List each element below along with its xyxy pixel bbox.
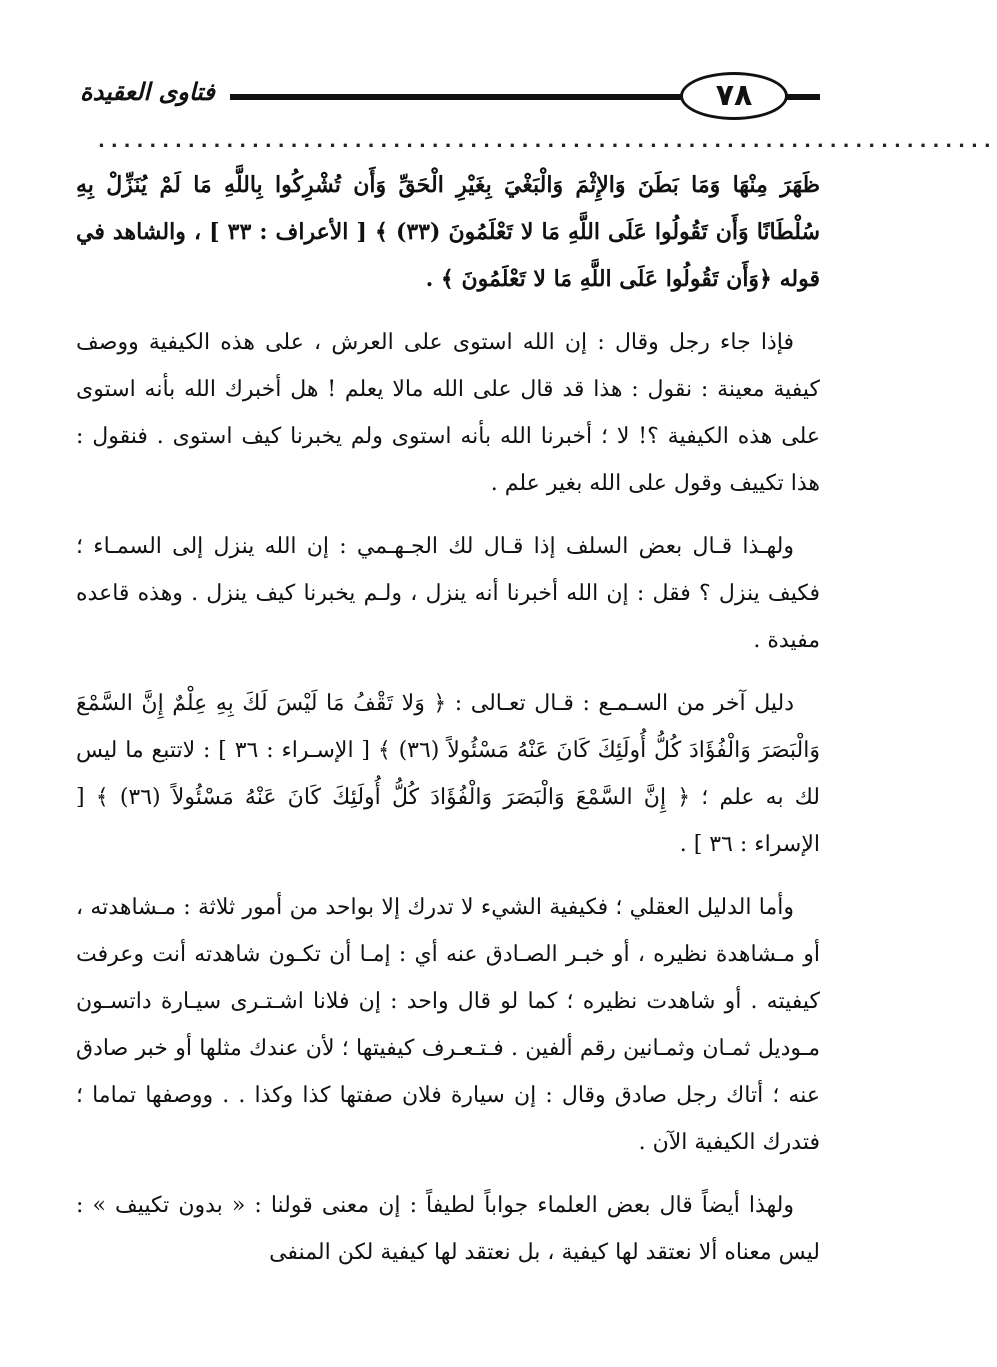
- page-header: [80, 70, 820, 126]
- book-title: فتاوى العقيدة: [80, 78, 215, 106]
- page-number: ٧٨: [680, 72, 788, 120]
- dotted-separator: ......................................................................: [98, 131, 997, 152]
- paragraph-istiwa: فإذا جاء رجل وقال : إن الله استوى على العرش ، على هذه الكيفية ووصف كيفية معينة : نقول : هذا قد قال على الله مالا يعلم ! هل أخبرك الله بأنه استوى على هذه الكيفية ؟! لا ؛ أخبرنا الله بأنه استوى ولم يخبرنا كيف استوى . فنقول : هذا تكييف وقول على الله بغير علم .: [76, 330, 820, 496]
- header-rule-right: [785, 94, 820, 100]
- header-rule-left: [230, 94, 685, 100]
- paragraph-takyif: ولهذا أيضاً قال بعض العلماء جواباً لطيفاً : إن معنى قولنا : « بدون تكييف » : ليس معناه ألا نعتقد لها كيفية ، بل نعتقد لها كيفية لكن المنفى: [76, 1193, 820, 1265]
- paragraph-quran-verse: ظَهَرَ مِنْهَا وَمَا بَطَنَ وَالإِثْمَ وَالْبَغْيَ بِغَيْرِ الْحَقِّ وَأَن تُشْرِكُوا بِاللَّهِ مَا لَمْ يُنَزِّلْ بِهِ سُلْطَانًا وَأَن تَقُولُوا عَلَى اللَّهِ مَا لا تَعْلَمُونَ (٣٣) ﴾ [ الأعراف : ٣٣ ] ، والشاهد في قوله ﴿وَأَن تَقُولُوا عَلَى اللَّهِ مَا لا تَعْلَمُونَ ﴾ .: [76, 172, 820, 292]
- paragraph-aql-evidence: وأما الدليل العقلي ؛ فكيفية الشيء لا تدرك إلا بواحد من أمور ثلاثة : مـشاهدته ، أو مـشاهدة نظيره ، أو خبـر الصـادق عنه أي : إمـا أن تكـون شاهدته أنت وعرفت كيفيته . أو شاهدت نظيره ؛ كما لو قال واحد : إن فلانا اشـتـرى سيـارة داتسـون مـوديل ثمـان وثمـانين رقم ألفين . فـتـعـرف كيفيتها ؛ لأن عندك مثلها أو خبر صادق عنه ؛ أتاك رجل صادق وقال : إن سيارة فلان صفتها كذا وكذا . . ووصفها تماما ؛ فتدرك الكيفية الآن .: [76, 895, 820, 1155]
- page-body: [76, 162, 820, 1292]
- paragraph-sam-evidence: دليل آخر من السـمـع : قـال تعـالى : ﴿ وَلا تَقْفُ مَا لَيْسَ لَكَ بِهِ عِلْمٌ إِنَّ السَّمْعَ وَالْبَصَرَ وَالْفُؤَادَ كُلُّ أُولَئِكَ كَانَ عَنْهُ مَسْئُولاً (٣٦) ﴾ [ الإسـراء : ٣٦ ] : لاتتبع ما ليس لك به علم ؛ ﴿ إِنَّ السَّمْعَ وَالْبَصَرَ وَالْفُؤَادَ كُلُّ أُولَئِكَ كَانَ عَنْهُ مَسْئُولاً (٣٦) ﴾ [ الإسراء : ٣٦ ] .: [76, 691, 821, 857]
- paragraph-nuzul: ولهـذا قـال بعض السلف إذا قـال لك الجـهـمي : إن الله ينزل إلى السمـاء ؛ فكيف ينزل ؟ فقل : إن الله أخبرنا أنه ينزل ، ولـم يخبرنا كيف ينزل . وهذه قاعده مفيدة .: [76, 534, 820, 653]
